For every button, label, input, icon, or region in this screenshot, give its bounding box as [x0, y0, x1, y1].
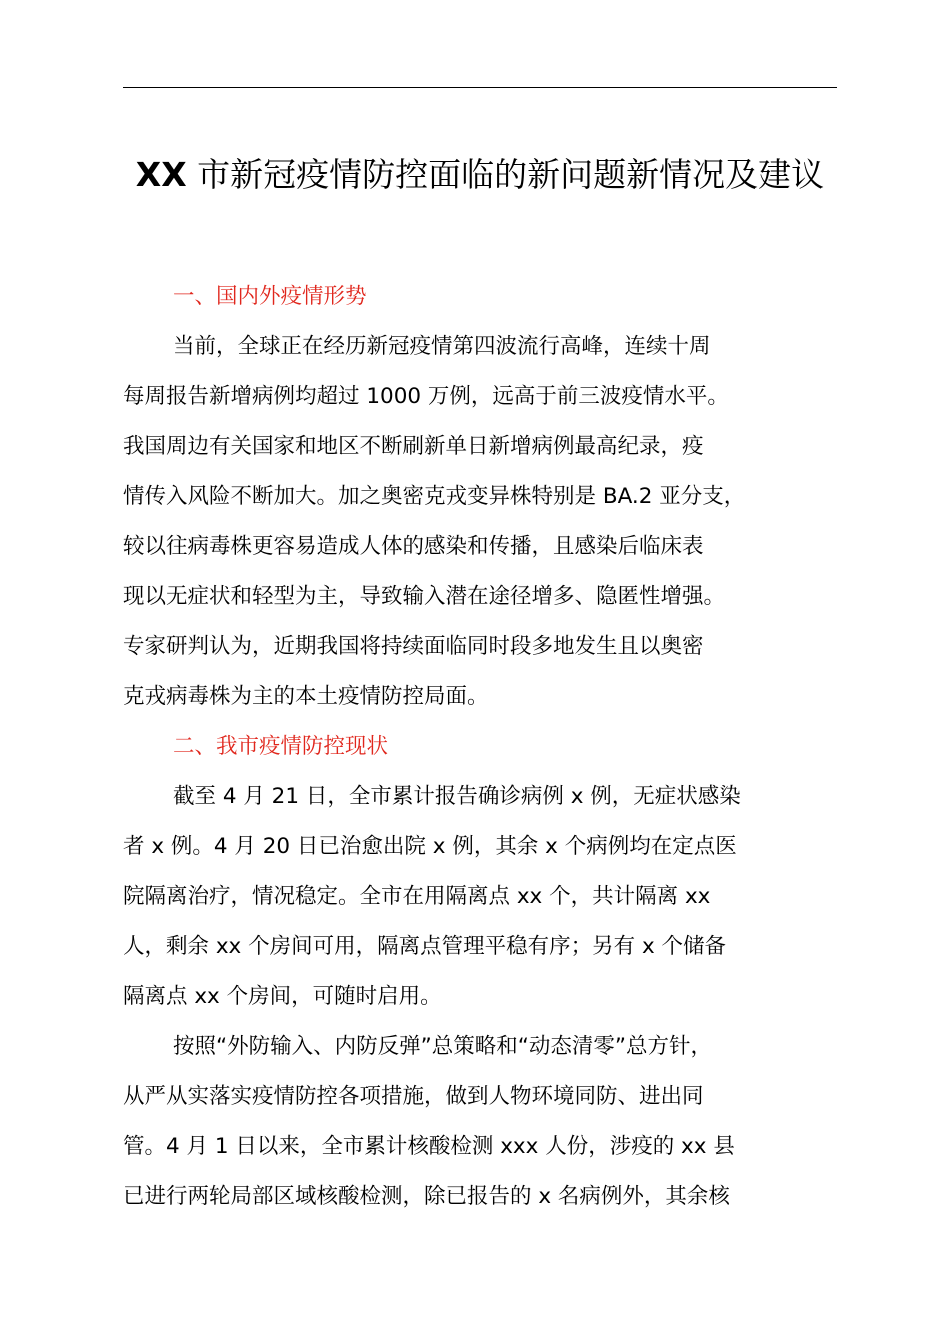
document-body [123, 272, 837, 1222]
text-line: 者 x 例。4 月 20 日已治愈出院 x 例，其余 x 个病例均在定点医 [123, 834, 737, 859]
text-line: 管。4 月 1 日以来，全市累计核酸检测 xxx 人份，涉疫的 xx 县 [123, 1134, 735, 1159]
text-line: 现以无症状和轻型为主，导致输入潜在途径增多、隐匿性增强。 [123, 584, 726, 609]
text-line: 专家研判认为，近期我国将持续面临同时段多地发生且以奥密 [123, 634, 704, 659]
text-line: 从严从实落实疫情防控各项措施，做到人物环境同防、进出同 [123, 1084, 704, 1109]
text-line: 克戎病毒株为主的本土疫情防控局面。 [123, 684, 489, 709]
paragraph-2 [123, 772, 837, 1022]
title-rest: 市新冠疫情防控面临的新问题新情况及建议 [186, 155, 825, 194]
text-line: 较以往病毒株更容易造成人体的感染和传播，且感染后临床表 [123, 534, 704, 559]
text-line: 每周报告新增病例均超过 1000 万例，远高于前三波疫情水平。 [123, 384, 729, 409]
paragraph-1 [123, 322, 837, 722]
document-title [123, 150, 837, 200]
text-line: 截至 4 月 21 日，全市累计报告确诊病例 x 例，无症状感染 [173, 784, 741, 809]
section-heading-1: 一、国内外疫情形势 [173, 284, 367, 309]
text-line: 情传入风险不断加大。加之奥密克戎变异株特别是 BA.2 亚分支， [123, 484, 746, 509]
title-lead: XX [135, 155, 187, 194]
text-line: 人，剩余 xx 个房间可用，隔离点管理平稳有序；另有 x 个储备 [123, 934, 727, 959]
paragraph-3 [123, 1022, 837, 1222]
header-rule [123, 87, 837, 88]
text-line: 当前，全球正在经历新冠疫情第四波流行高峰，连续十周 [173, 334, 711, 359]
text-line: 已进行两轮局部区域核酸检测，除已报告的 x 名病例外，其余核 [123, 1184, 730, 1209]
text-line: 按照“外防输入、内防反弹”总策略和“动态清零”总方针， [173, 1034, 713, 1059]
text-line: 院隔离治疗，情况稳定。全市在用隔离点 xx 个，共计隔离 xx [123, 884, 711, 909]
section-heading-2: 二、我市疫情防控现状 [173, 734, 389, 759]
text-line: 我国周边有关国家和地区不断刷新单日新增病例最高纪录，疫 [123, 434, 704, 459]
text-line: 隔离点 xx 个房间，可随时启用。 [123, 984, 442, 1009]
